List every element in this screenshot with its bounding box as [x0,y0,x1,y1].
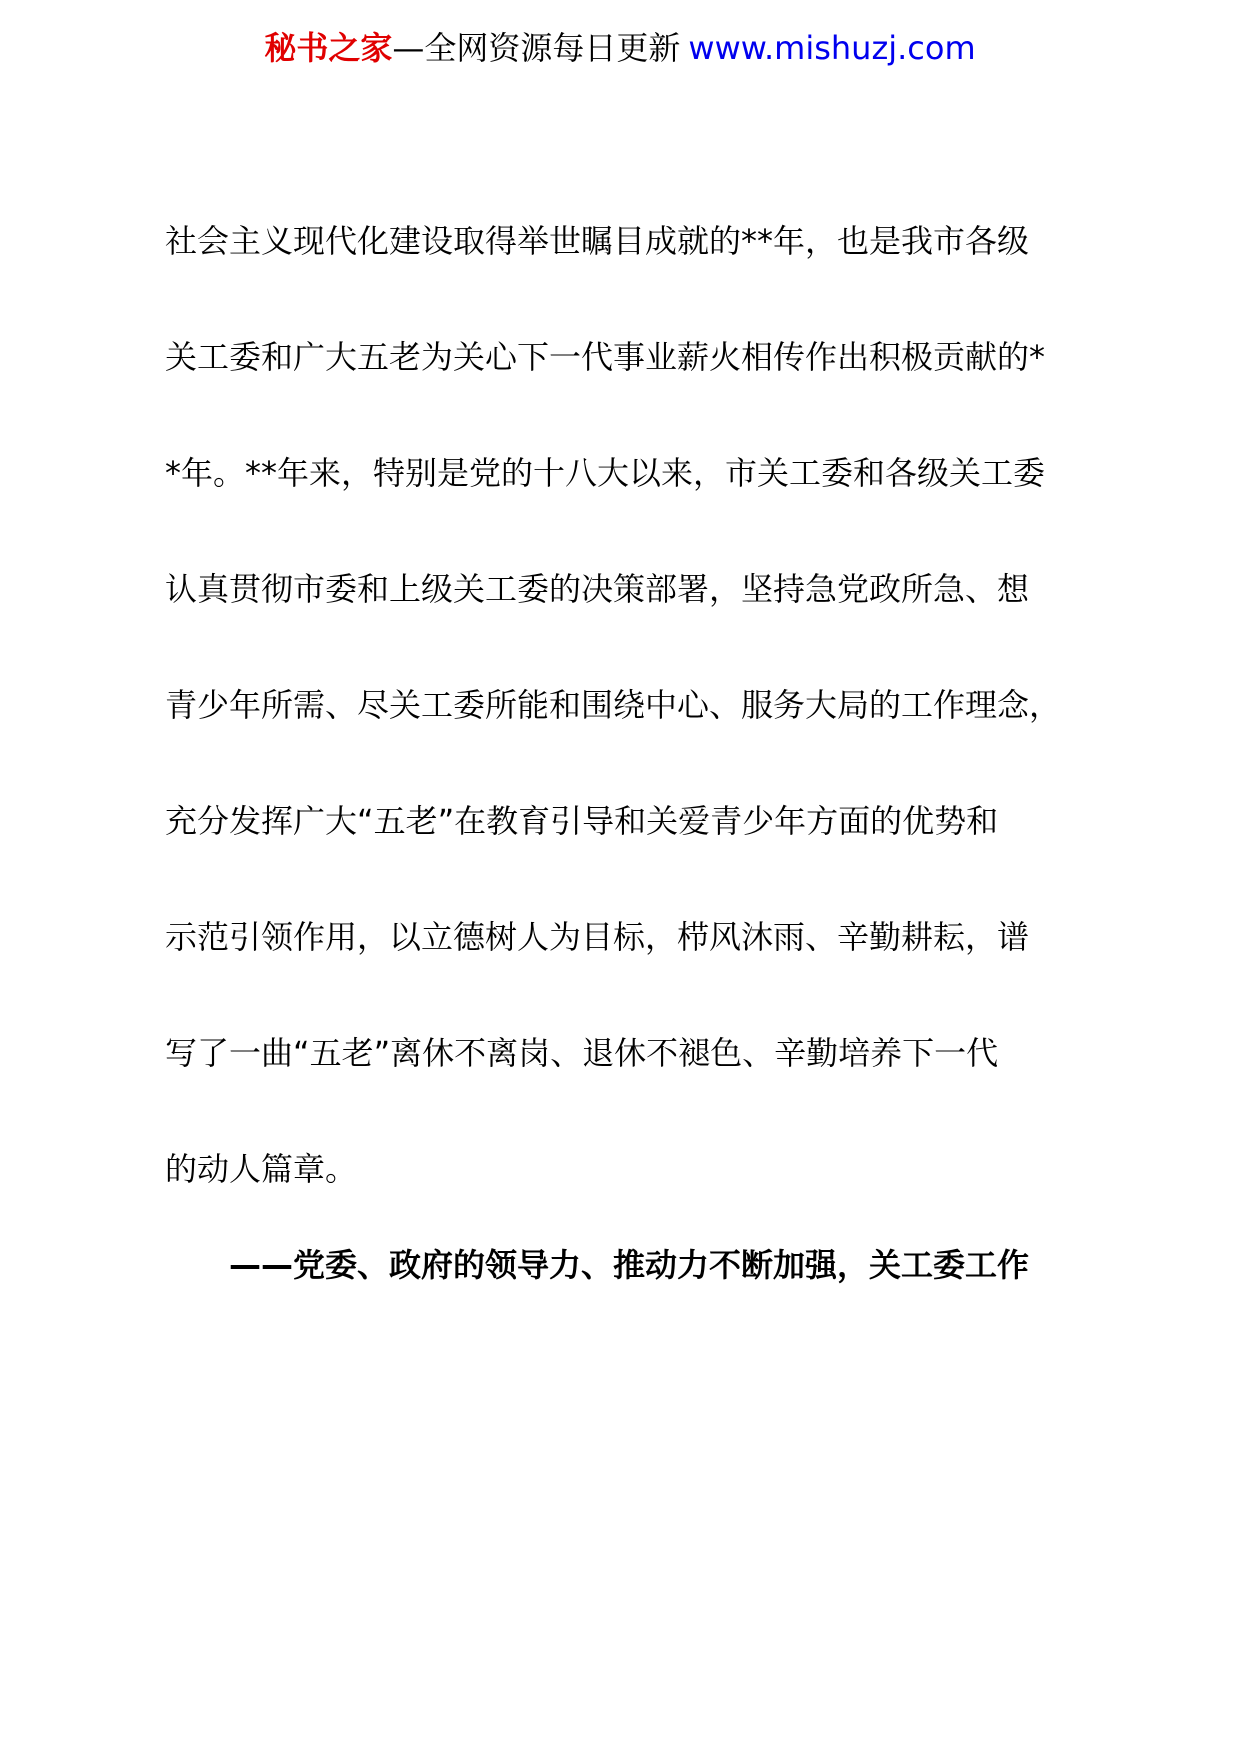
paragraph-line: 认真贯彻市委和上级关工委的决策部署，坚持急党政所急、想 [165,570,1030,608]
paragraph-line: 充分发挥广大“五老”在教育引导和关爱青少年方面的优势和 [165,802,999,840]
section-heading: ——党委、政府的领导力、推动力不断加强，关工委工作 [229,1246,1030,1284]
paragraph-line: 青少年所需、尽关工委所能和围绕中心、服务大局的工作理念， [165,686,1062,724]
site-url-link[interactable]: www.mishuzj.com [688,29,976,67]
site-brand: 秘书之家 [264,29,393,67]
site-header [0,28,1240,68]
paragraph-line: 示范引领作用，以立德树人为目标，栉风沐雨、辛勤耕耘，谱 [165,918,1030,956]
paragraph-line: *年。**年来，特别是党的十八大以来，市关工委和各级关工委 [165,454,1046,492]
paragraph-line: 社会主义现代化建设取得举世瞩目成就的**年，也是我市各级 [165,222,1030,260]
paragraph-line: 写了一曲“五老”离休不离岗、退休不褪色、辛勤培养下一代 [165,1034,999,1072]
paragraph-line: 的动人篇章。 [165,1150,358,1188]
paragraph-line: 关工委和广大五老为关心下一代事业薪火相传作出积极贡献的* [165,338,1046,376]
site-tagline: —全网资源每日更新 [392,29,681,67]
